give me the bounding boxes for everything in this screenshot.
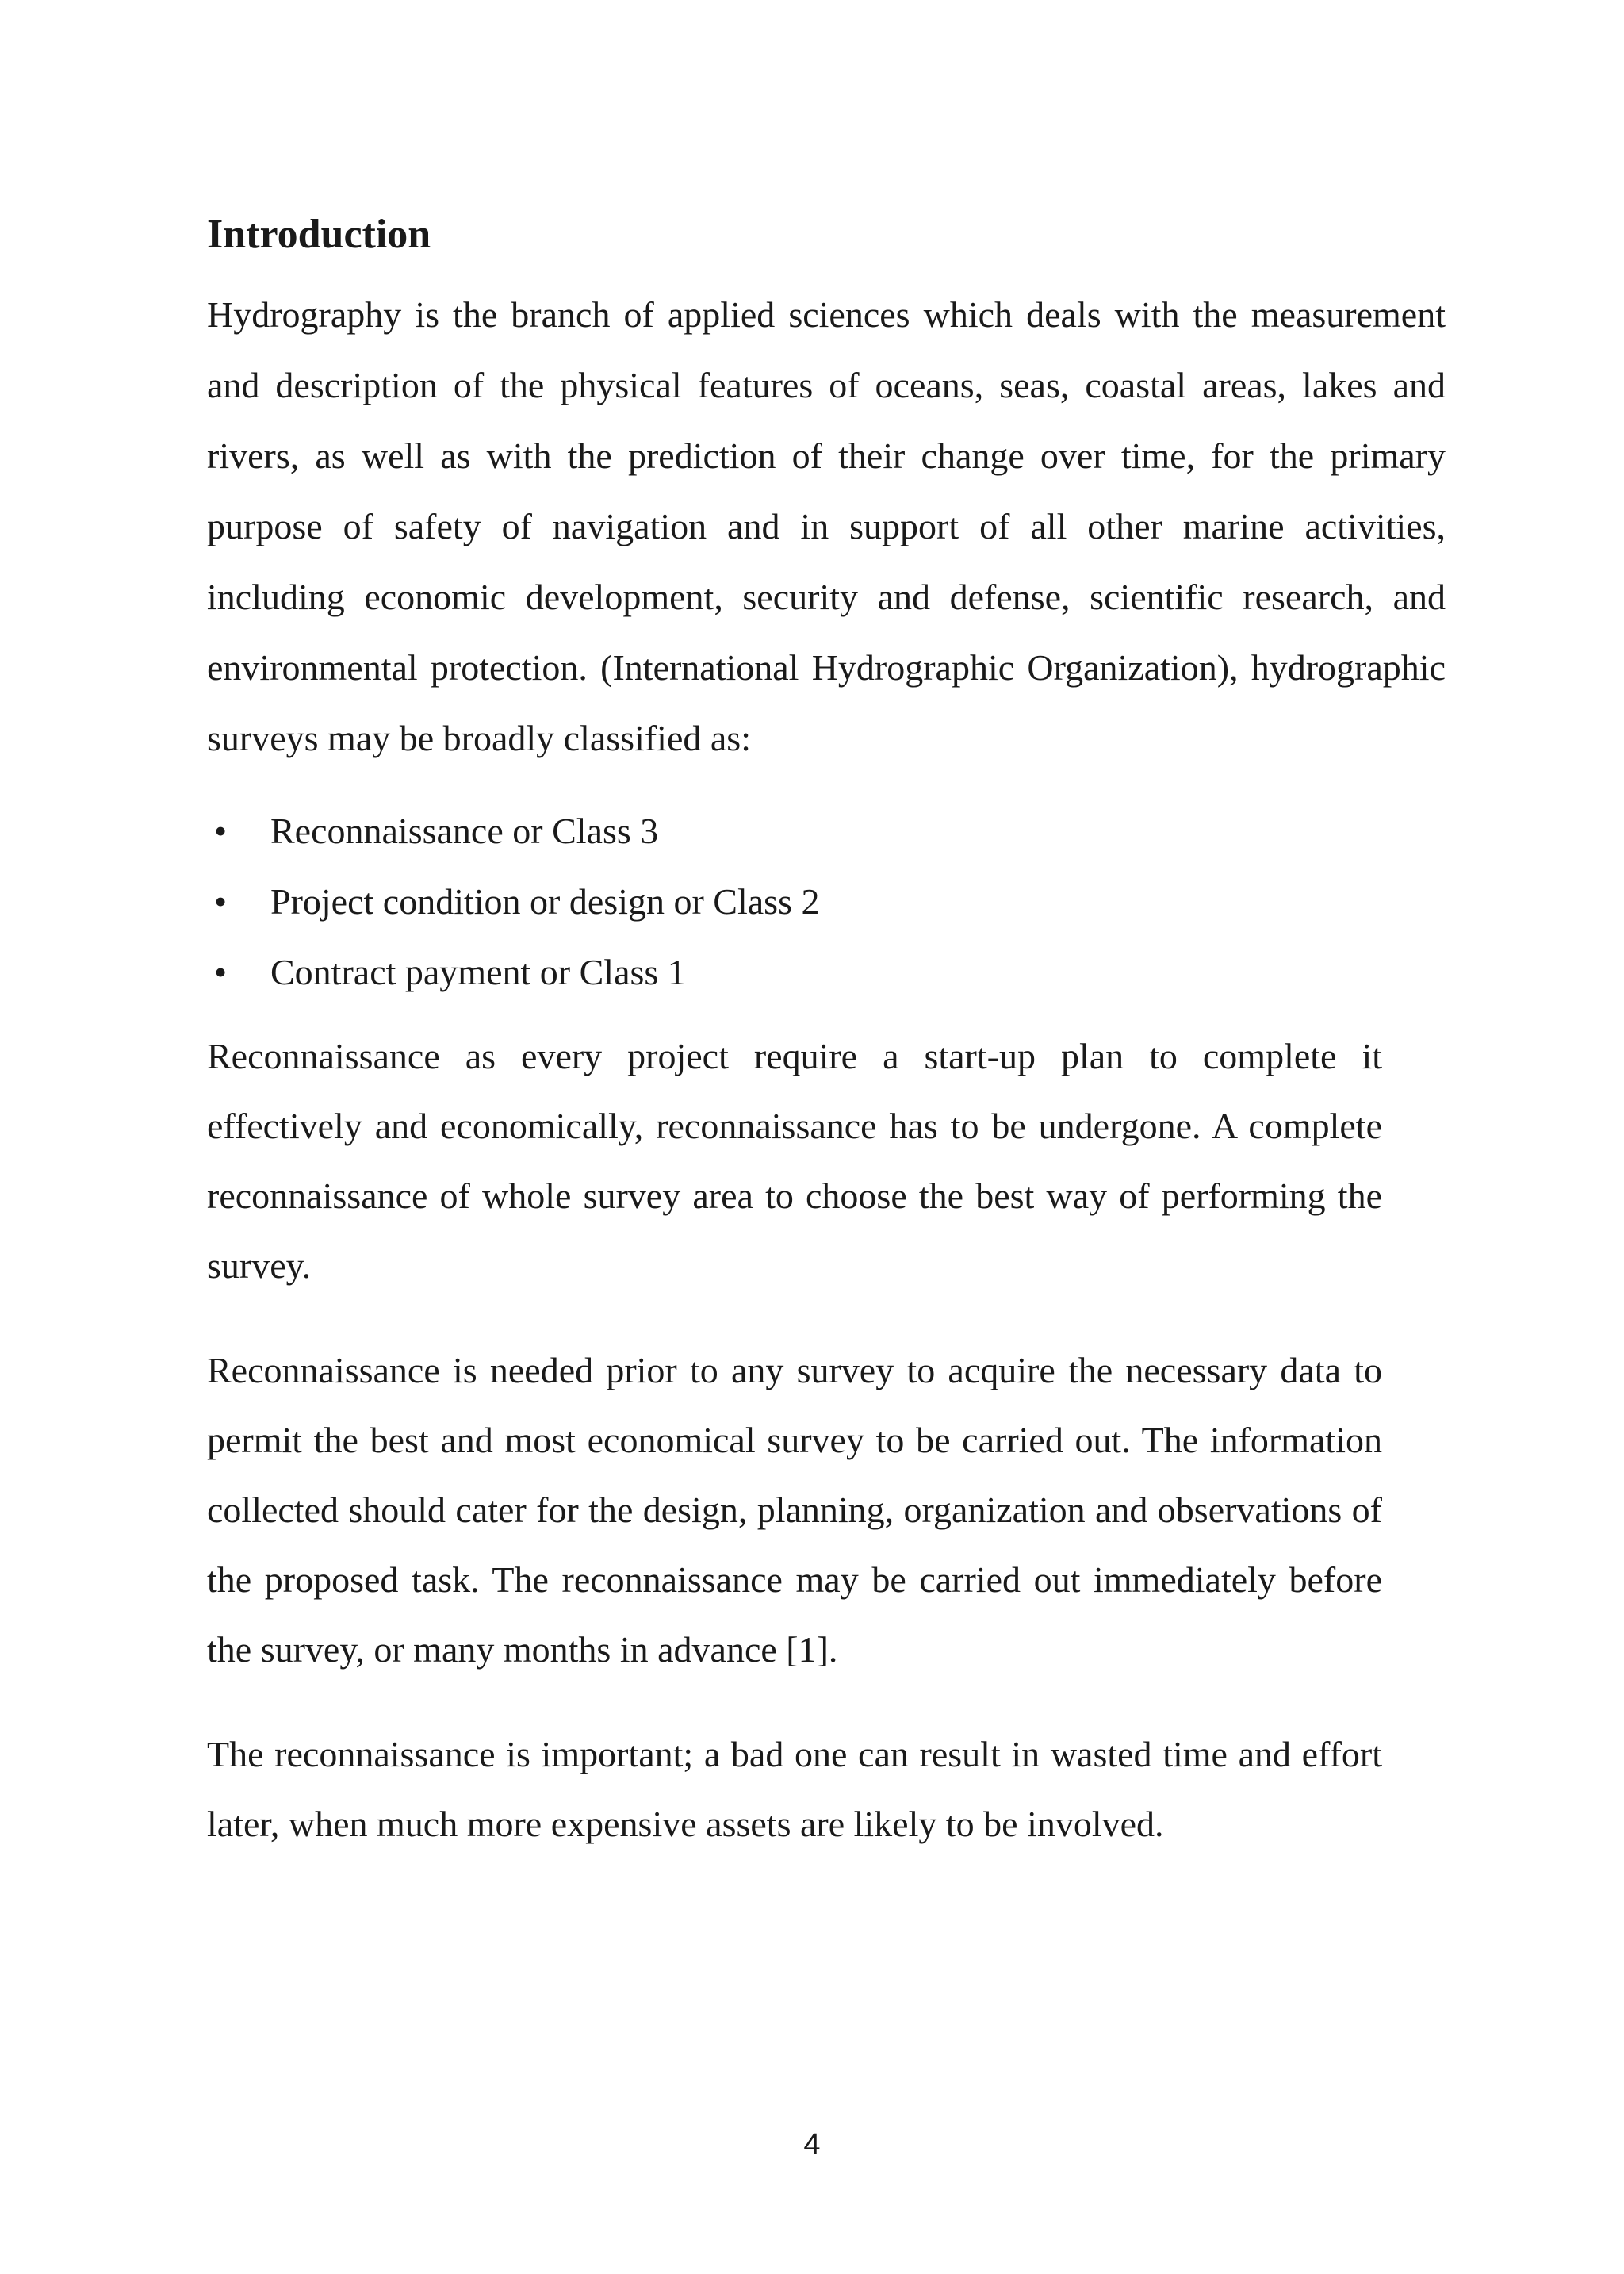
- bullet-icon: •: [214, 952, 228, 992]
- bullet-icon: •: [214, 881, 228, 922]
- list-item-text: Project condition or design or Class 2: [270, 881, 820, 922]
- reconnaissance-importance-paragraph: The reconnaissance is important; a bad one can result in wasted time and effort later, when much more expensive assets are likely to be involved.: [207, 1734, 1382, 1844]
- list-item-text: Contract payment or Class 1: [270, 952, 686, 992]
- page-content: [207, 203, 1446, 1859]
- list-item: [207, 866, 1446, 937]
- bullet-icon: •: [214, 811, 228, 851]
- reconnaissance-need-paragraph: Reconnaissance is needed prior to any survey to acquire the necessary data to permit the best and most economical survey to be carried out. The information collected should cater for the design, planning, organization and observations of the proposed task. The reconnaissance may be carried out immediately before the survey, or many months in advance [1].: [207, 1350, 1382, 1670]
- list-item: [207, 937, 1446, 1007]
- section-heading: Introduction: [207, 212, 431, 257]
- list-item: [207, 796, 1446, 866]
- survey-class-list: [207, 796, 1446, 1007]
- list-item-text: Reconnaissance or Class 3: [270, 811, 659, 851]
- intro-paragraph: Hydrography is the branch of applied sciences which deals with the measurement and description of the physical features of oceans, seas, coastal areas, lakes and rivers, as well as with the prediction of their change over time, for the primary purpose of safety of navigation and in support of all other marine activities, including economic development, security and defense, scientific research, and environmental protection. (International Hydrographic Organization), hydrographic surveys may be broadly classified as:: [207, 294, 1446, 758]
- page-number: 4: [803, 2128, 821, 2161]
- reconnaissance-paragraph: Reconnaissance as every project require a start-up plan to complete it effectively and economically, reconnaissance has to be undergone. A complete reconnaissance of whole survey area to choose the best way of performing the survey.: [207, 1036, 1382, 1286]
